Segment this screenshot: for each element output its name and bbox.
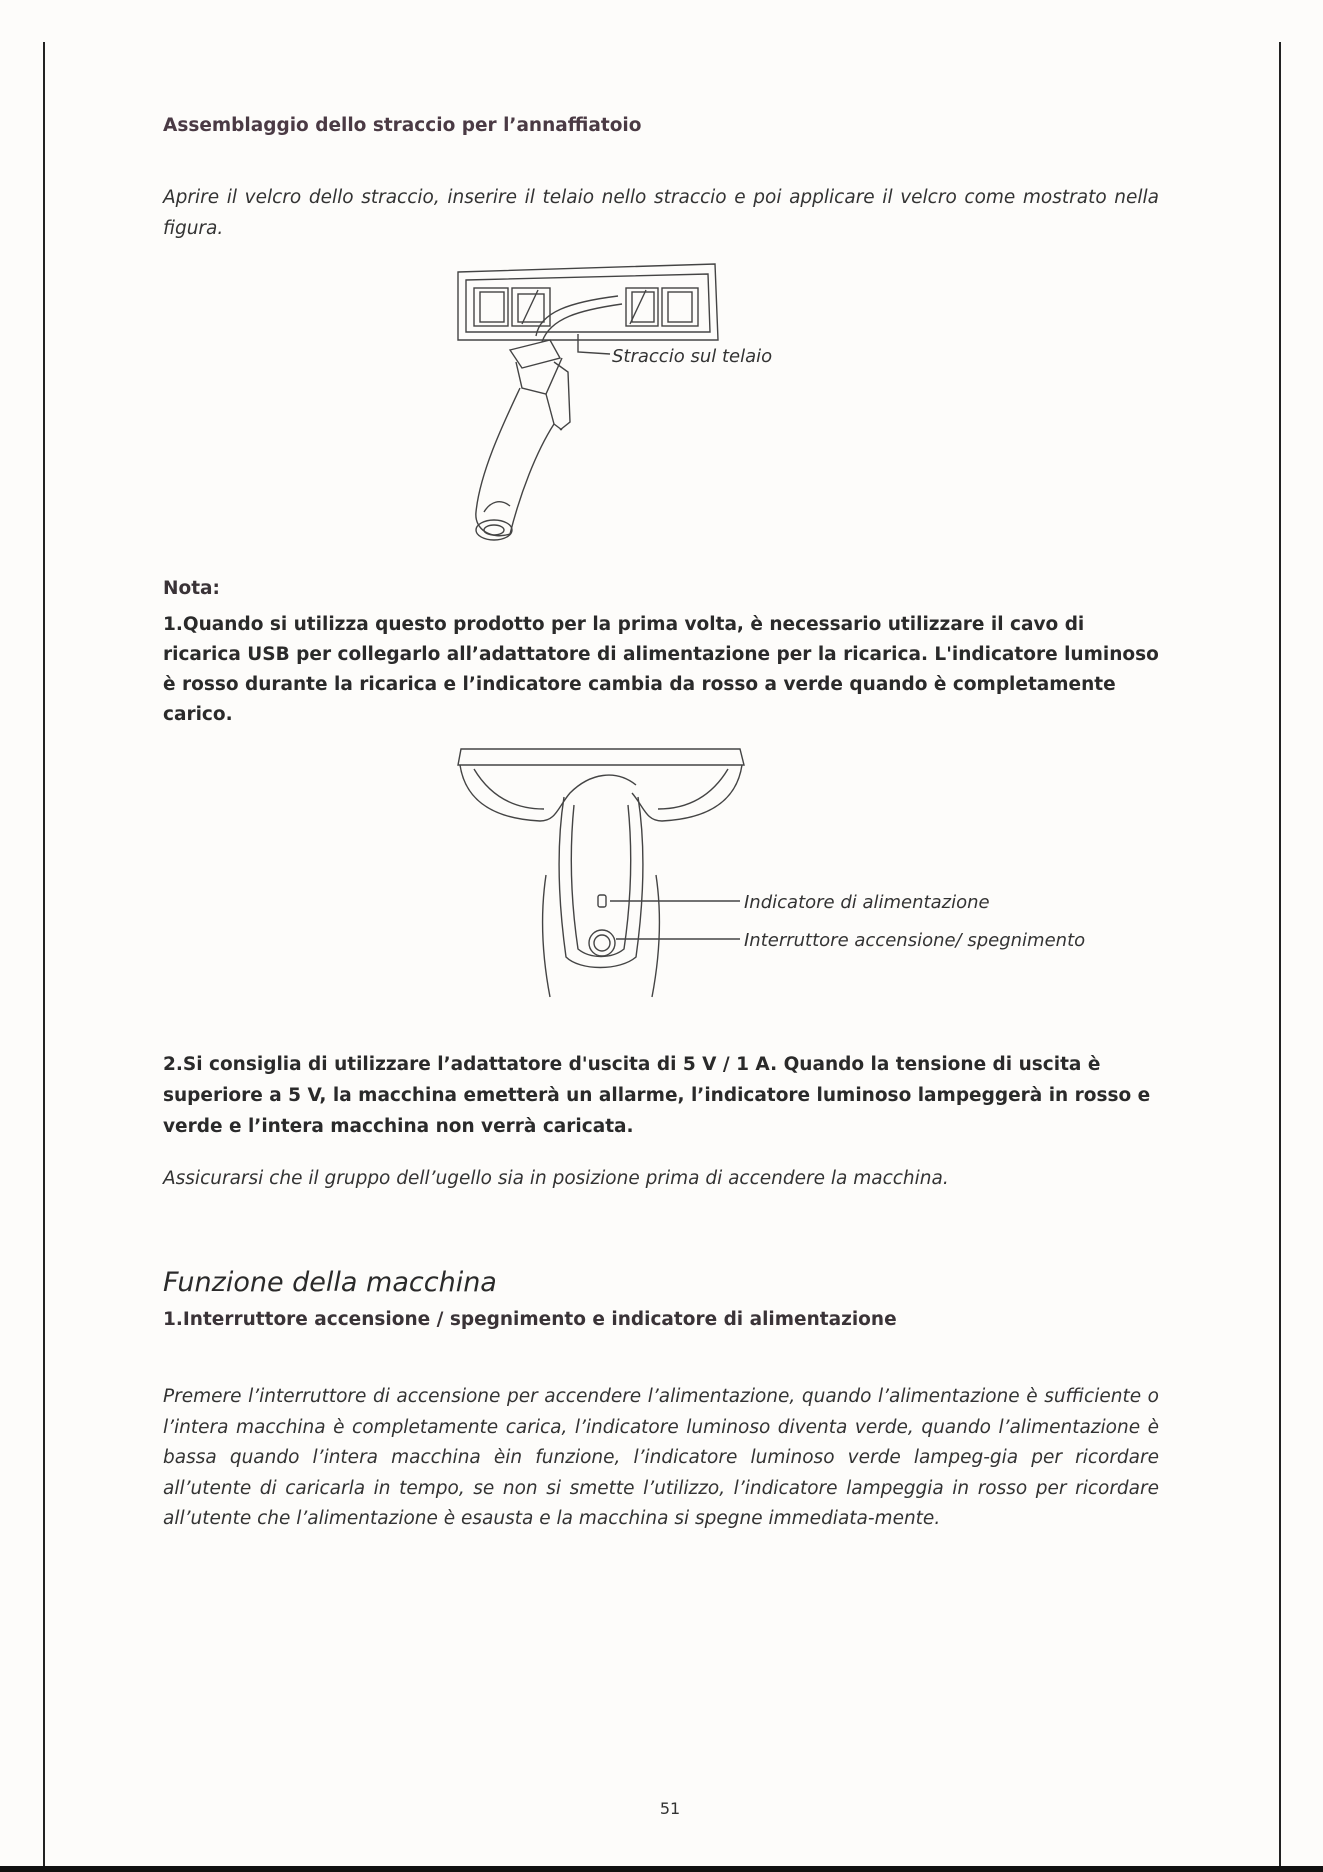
figure-cloth-on-frame [450,262,830,562]
right-margin-rule [1279,42,1281,1872]
figure2-callout-indicator: Indicatore di alimentazione [744,892,990,913]
note-label: Nota: [163,578,220,599]
function-subheading: 1.Interruttore accensione / spegnimento e indicatore di alimentazione [163,1309,897,1330]
section-heading: Assemblaggio dello straccio per l’annaffiatoio [163,115,642,136]
assure-paragraph: Assicurarsi che il gruppo dell’ugello sia in posizione prima di accendere la macchina. [163,1168,949,1189]
note-1-text: 1.Quando si utilizza questo prodotto per la prima volta, è necessario utilizzare il cavo di ricarica USB per collegarlo all’adattatore di alimentazione per la ricarica. L'indicatore luminoso è rosso durante la ricarica e l’indicatore cambia da rosso a verde quando è completamente carico. [163,614,1159,725]
note-2-text: 2.Si consiglia di utilizzare l’adattatore d'uscita di 5 V / 1 A. Quando la tensione di uscita è superiore a 5 V, la macchina emetterà un allarme, l’indicatore luminoso lampeggerà in rosso e verde e l’intera macchina non verrà caricata. [163,1054,1151,1137]
intro-paragraph: Aprire il velcro dello straccio, inserire il telaio nello straccio e poi applicare il velcro come mostrato nella figura. [163,187,1159,239]
figure2-callout-switch: Interruttore accensione/ spegnimento [744,930,1086,951]
bottom-rule [0,1866,1323,1872]
figure-power-indicator-switch [440,745,1140,1005]
function-heading: Funzione della macchina [163,1267,497,1298]
function-paragraph: Premere l’interruttore di accensione per accendere l’alimentazione, quando l’alimentazione è sufficiente o l’intera macchina è completamente carica, l’indicatore luminoso diventa verde, quando l’alimentazione è bassa quando l’intera macchina èin funzione, l’indicatore luminoso verde lampeg-gia per ricordare all’utente di caricarla in tempo, se non si smette l’utilizzo, l’indicatore lampeggia in rosso per ricordare all’utente che l’alimentazione è esausta e la macchina si spegne immediata-mente. [163,1386,1159,1529]
page-number: 51 [659,1799,681,1818]
figure1-callout-label: Straccio sul telaio [612,346,773,367]
left-margin-rule [43,42,45,1872]
